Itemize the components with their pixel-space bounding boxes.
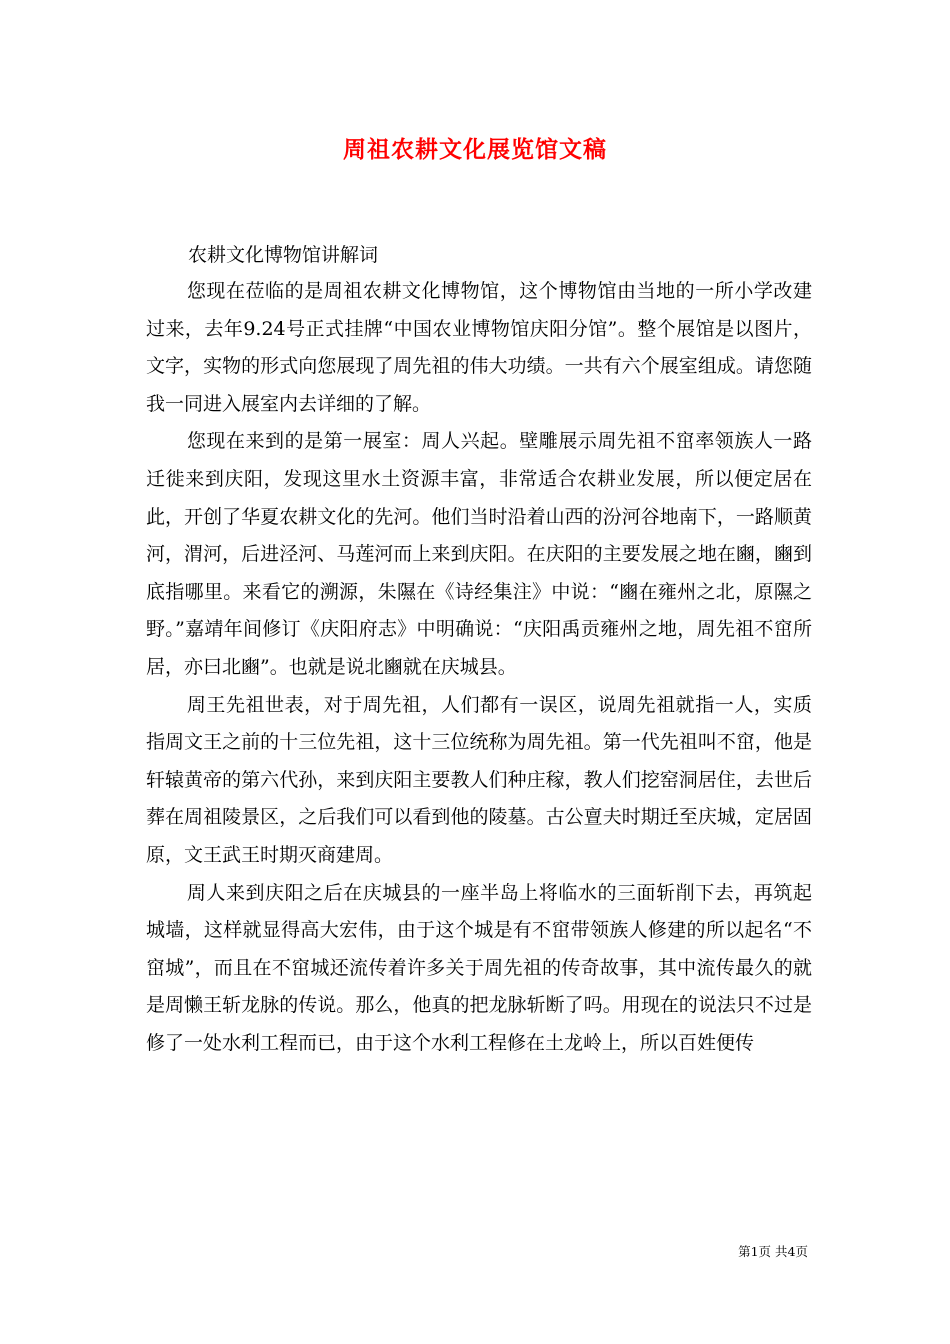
- page-number-footer: 第1页 共4页: [738, 1244, 808, 1259]
- document-title: 周祖农耕文化展览馆文稿: [343, 136, 607, 163]
- paragraph: 您现在来到的是第一展室：周人兴起。壁雕展示周先祖不窋率领族人一路迁徙来到庆阳，发现这里水土资源丰富，非常适合农耕业发展，所以便定居在此，开创了华夏农耕文化的先河。他们当时沿着山西的汾河谷地南下，一路顺黄河，渭河，后进泾河、马莲河而上来到庆阳。在庆阳的主要发展之地在豳，豳到底指哪里。来看它的溯源，朱隰在《诗经集注》中说：“豳在雍州之北，原隰之野。”嘉靖年间修订《庆阳府志》中明确说：“庆阳禹贡雍州之地，周先祖不窋所居，亦曰北豳”。也就是说北豳就在庆城县。: [146, 430, 812, 678]
- paragraph: 您现在莅临的是周祖农耕文化博物馆，这个博物馆由当地的一所小学改建过来，去年9.24号正式挂牌“中国农业博物馆庆阳分馆”。整个展馆是以图片，文字，实物的形式向您展现了周先祖的伟大功绩。一共有六个展室组成。请您随我一同进入展室内去详细的了解。: [146, 280, 812, 415]
- document-body: [146, 273, 812, 1062]
- paragraph: 周王先祖世表，对于周先祖，人们都有一误区，说周先祖就指一人，实质指周文王之前的十三位先祖，这十三位统称为周先祖。第一代先祖叫不窋，他是轩辕黄帝的第六代孙，来到庆阳主要教人们种庄稼，教人们挖窑洞居住，去世后葬在周祖陵景区，之后我们可以看到他的陵墓。古公亶夫时期迁至庆城，定居固原，文王武王时期灭商建周。: [146, 693, 812, 866]
- paragraph: 周人来到庆阳之后在庆城县的一座半岛上将临水的三面斩削下去，再筑起城墙，这样就显得高大宏伟，由于这个城是有不窋带领族人修建的所以起名“不窋城”，而且在不窋城还流传着许多关于周先祖的传奇故事，其中流传最久的就是周懒王斩龙脉的传说。那么，他真的把龙脉斩断了吗。用现在的说法只不过是修了一处水利工程而已，由于这个水利工程修在土龙岭上，所以百姓便传: [146, 881, 812, 1054]
- document-subtitle: 农耕文化博物馆讲解词: [188, 244, 379, 266]
